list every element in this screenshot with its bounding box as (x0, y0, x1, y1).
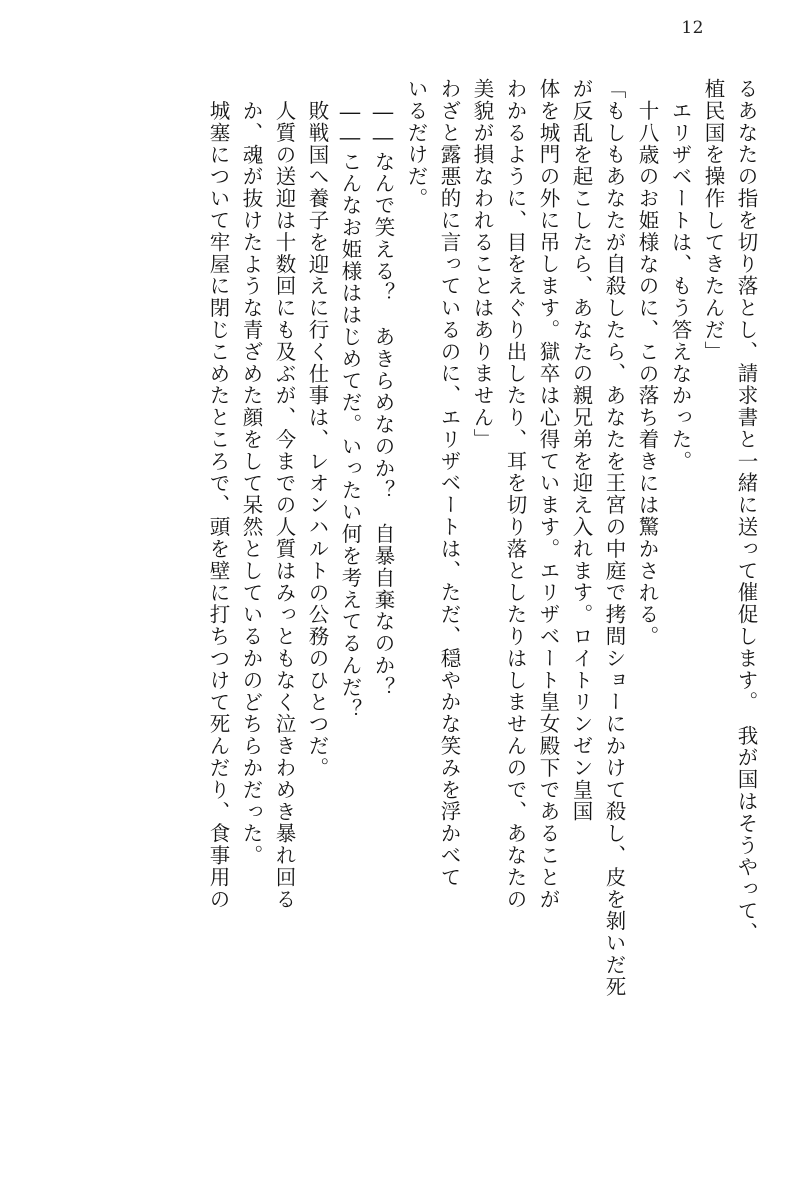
text-line: ――こんなお姫様ははじめてだ。いったい何を考えてるんだ？ (338, 100, 362, 721)
text-line: か、魂が抜けたような青ざめた顔をして呆然としているかのどちらかだった。 (239, 100, 263, 867)
text-line: わかるように、目をえぐり出したり、耳を切り落としたりはしませんので、あなたの (503, 78, 527, 911)
text-line: るあなたの指を切り落とし、請求書と一緒に送って催促します。 我が国はそうやって、 (734, 78, 758, 944)
text-line: エリザベートは、もう答えなかった。 (668, 100, 692, 473)
text-line: 植民国を操作してきたんだ」 (701, 78, 725, 363)
text-line: 「もしもあなたが自殺したら、あなたを王宮の中庭で拷問ショーにかけて殺し、皮を剝いだ死 (602, 78, 626, 998)
page-number: 12 (681, 18, 704, 38)
text-line: 人質の送迎は十数回にも及ぶが、今までの人質はみっともなく泣きわめき暴れ回る (272, 100, 296, 911)
text-line: 美貌が損なわれることはありません」 (470, 78, 494, 451)
text-line: 十八歳のお姫様なのに、この落ち着きには驚かされる。 (635, 100, 659, 648)
text-line: が反乱を起こしたら、あなたの親兄弟を迎え入れます。ロイトリンゼン皇国 (569, 78, 593, 823)
text-line: ――なんで笑える？ あきらめなのか？ 自暴自棄なのか？ (371, 100, 395, 699)
text-line: 城塞について牢屋に閉じこめたところで、頭を壁に打ちつけて死んだり、食事用の (206, 100, 230, 911)
text-line: 体を城門の外に吊します。獄卒は心得ています。エリザベート皇女殿下であることが (536, 78, 560, 911)
text-line: いるだけだ。 (404, 78, 428, 210)
text-line: わざと露悪的に言っているのに、エリザベートは、ただ、穏やかな笑みを浮かべて (437, 78, 461, 889)
text-line: 敗戦国へ養子を迎えに行く仕事は、レオンハルトの公務のひとつだ。 (305, 100, 329, 779)
vertical-text-body (40, 78, 756, 1153)
